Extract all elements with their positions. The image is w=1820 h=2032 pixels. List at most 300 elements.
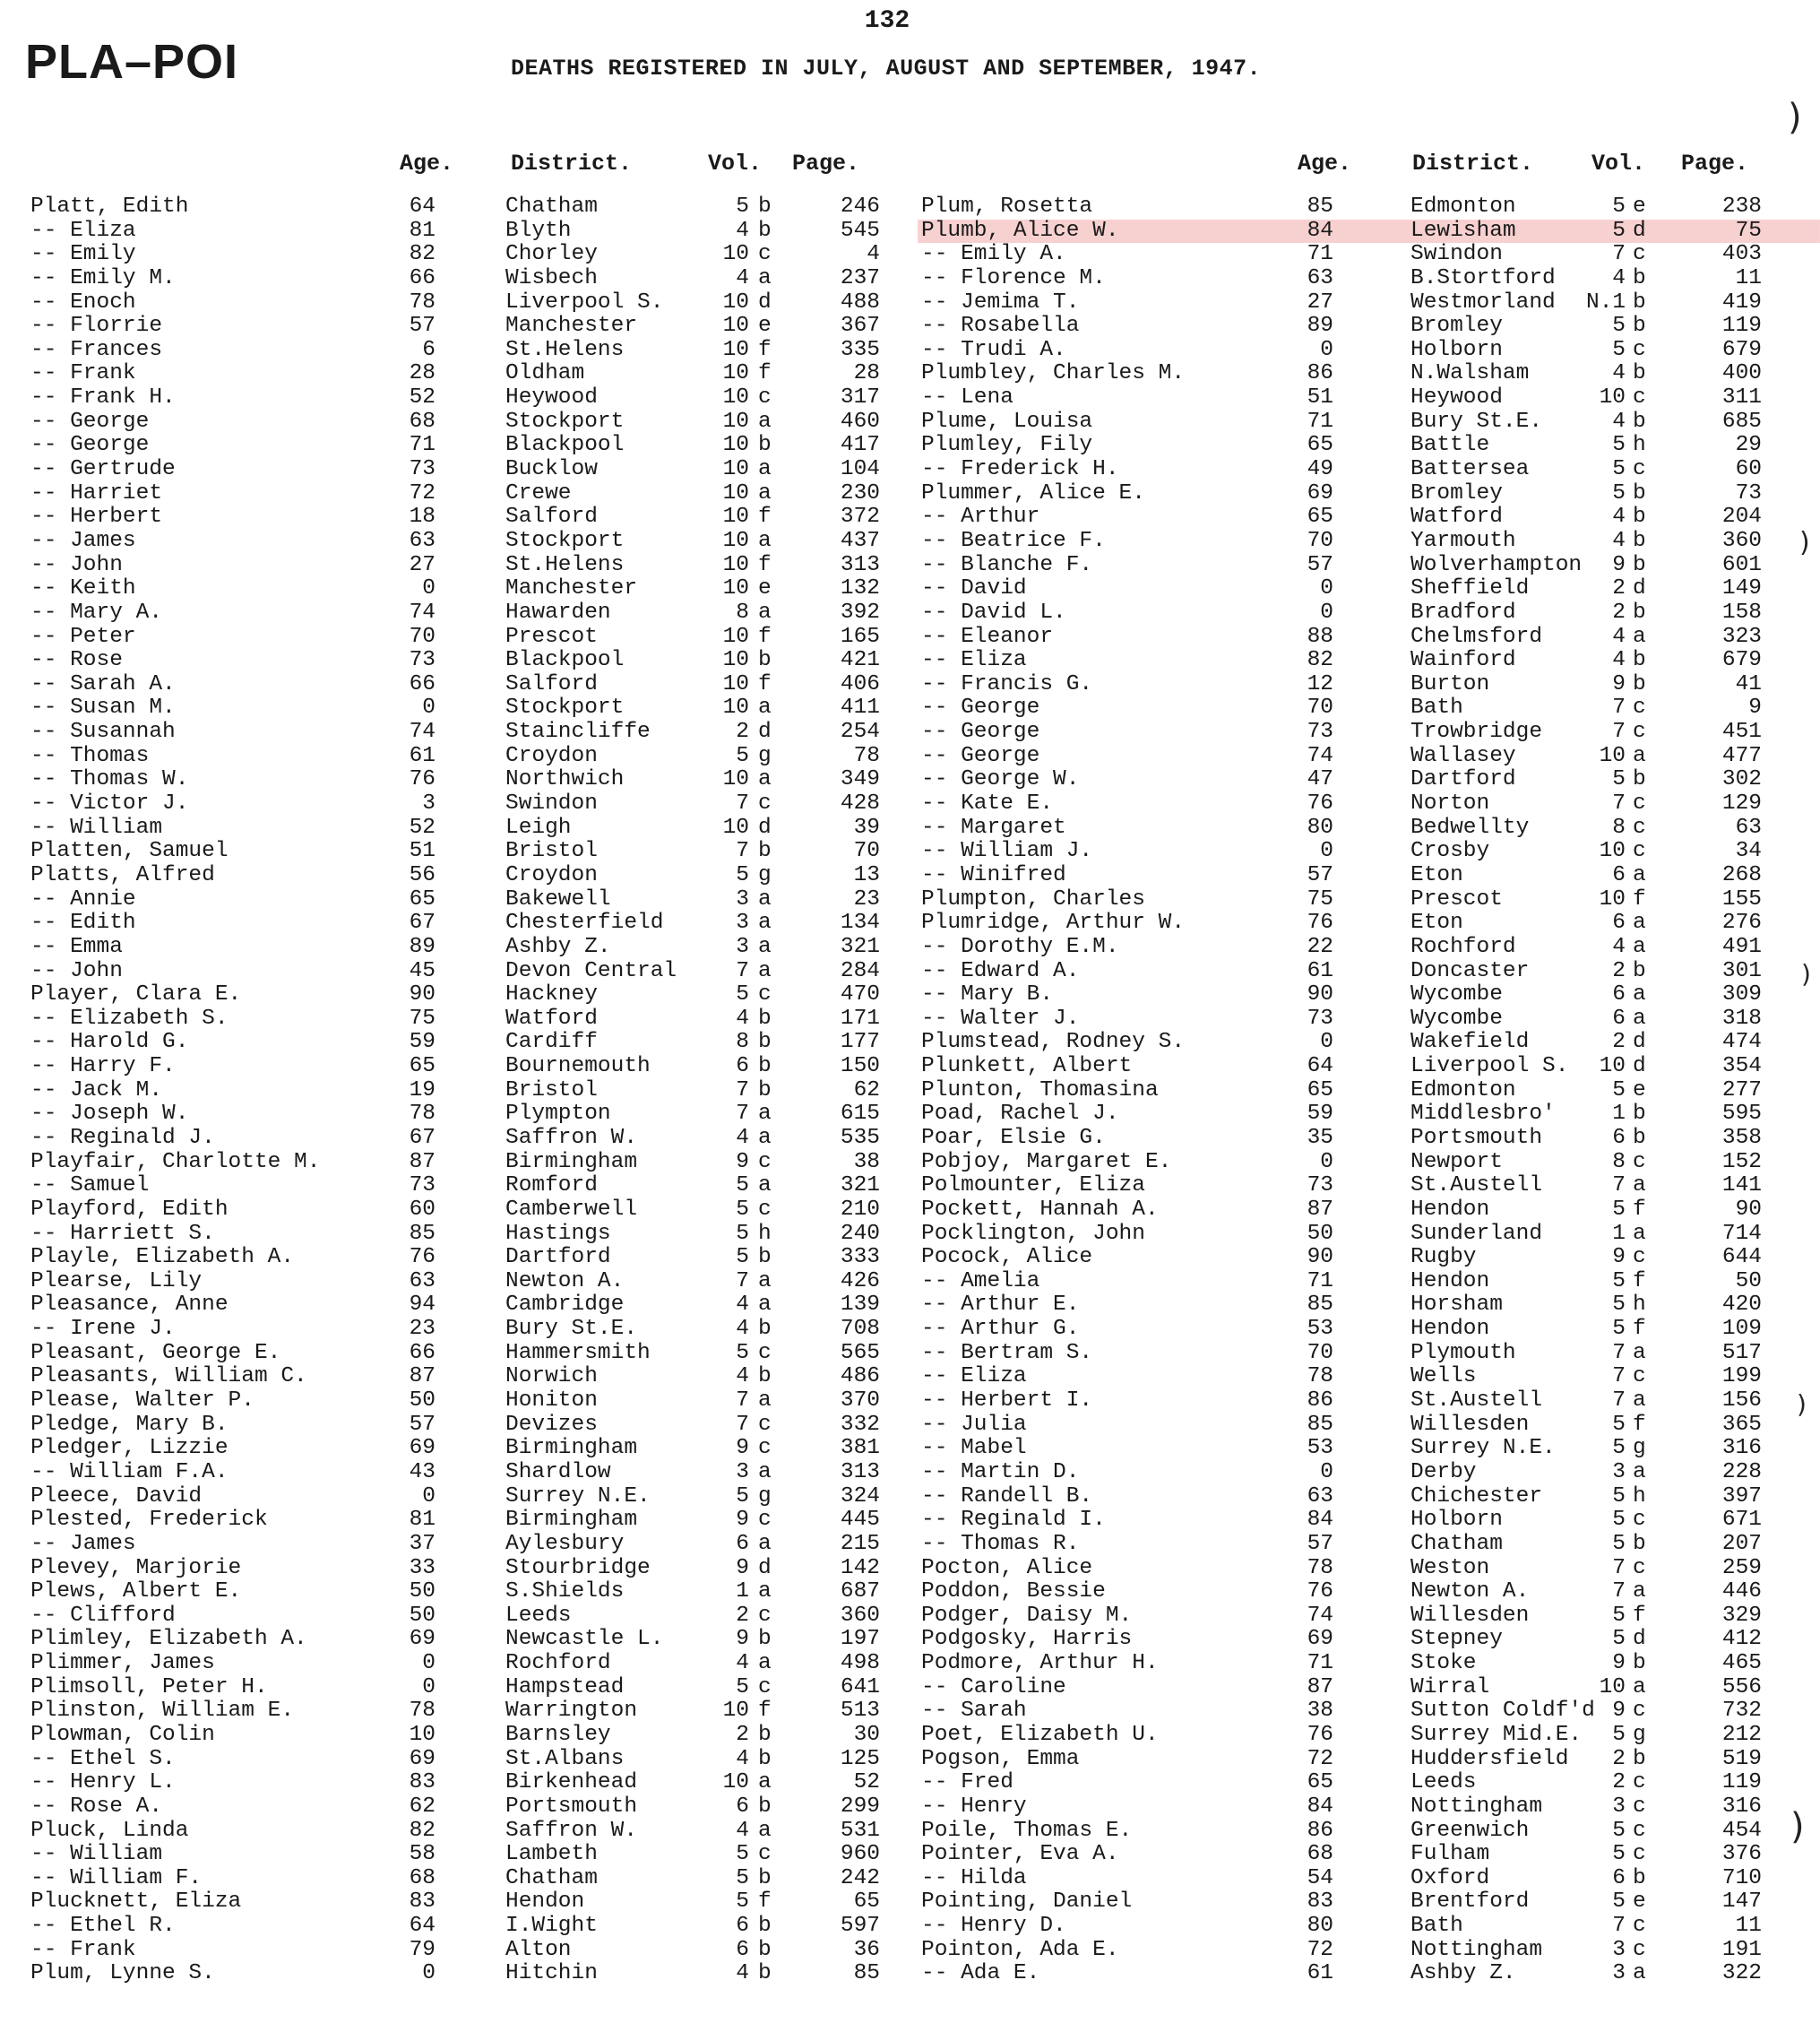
entry-district: Wallasey <box>1410 743 1516 768</box>
entry-district: Rugby <box>1410 1245 1477 1270</box>
entry-page: 11 <box>1735 265 1762 290</box>
entry-volume: 4 <box>1612 265 1626 290</box>
entry-page: 714 <box>1721 1221 1762 1246</box>
entry-row <box>921 1223 1817 1247</box>
entry-page: 23 <box>853 886 880 912</box>
entry-name: -- Sarah A. <box>30 671 176 696</box>
entry-district: Hastings <box>505 1221 611 1246</box>
entry-page: 207 <box>1721 1531 1762 1556</box>
entry-district: Bradford <box>1410 600 1516 625</box>
page-header: Page. <box>1681 151 1749 177</box>
entry-page: 70 <box>853 839 880 864</box>
entry-volume: 10 <box>722 385 749 411</box>
entry-volume: 5 <box>1612 1483 1626 1509</box>
entry-district: Crosby <box>1410 839 1490 864</box>
entry-age: 63 <box>409 1268 436 1293</box>
entry-row <box>30 888 927 912</box>
entry-volume-letter: f <box>1633 1268 1646 1293</box>
entry-row <box>30 1223 927 1247</box>
entry-age: 71 <box>1307 1651 1333 1676</box>
entry-volume-letter: c <box>1633 242 1646 267</box>
entry-name: -- Henry L. <box>30 1770 176 1795</box>
entry-volume: 10 <box>722 480 749 506</box>
entry-name: Plinston, William E. <box>30 1699 295 1724</box>
entry-age: 73 <box>409 1173 436 1198</box>
entry-row <box>921 983 1817 1007</box>
entry-district: Eton <box>1410 862 1463 887</box>
entry-volume: 2 <box>1612 1746 1626 1771</box>
entry-row <box>30 411 927 435</box>
entry-name: -- Ada E. <box>921 1961 1040 1986</box>
entry-volume-letter: c <box>1633 696 1646 721</box>
entry-volume: 4 <box>1612 528 1626 553</box>
entry-row <box>30 1509 927 1533</box>
entry-name: Podgosky, Harris <box>921 1627 1133 1652</box>
entry-volume: 10 <box>722 528 749 553</box>
entry-volume: 3 <box>736 934 749 959</box>
entry-district: Weston <box>1410 1555 1490 1580</box>
entry-page: 125 <box>840 1746 880 1771</box>
entry-name: Plumley, Fily <box>921 433 1093 458</box>
entry-volume: 5 <box>1612 1293 1626 1318</box>
entry-page: 11 <box>1735 1914 1762 1939</box>
entry-district: Bath <box>1410 696 1463 721</box>
entry-page: 411 <box>840 696 880 721</box>
entry-page: 141 <box>1721 1173 1762 1198</box>
entry-district: Aylesbury <box>505 1531 625 1556</box>
entry-district: Hendon <box>1410 1317 1490 1342</box>
entry-name: -- Thomas <box>30 743 150 768</box>
entry-page: 29 <box>1735 433 1762 458</box>
entry-row <box>30 1533 927 1557</box>
entry-name: Plews, Albert E. <box>30 1579 242 1604</box>
entry-district: Salford <box>505 671 598 696</box>
entry-district: Oxford <box>1410 1865 1490 1890</box>
entry-district: Barnsley <box>505 1723 611 1747</box>
entry-row <box>921 649 1817 673</box>
entry-page: 710 <box>1721 1865 1762 1890</box>
entry-volume: 4 <box>736 1006 749 1031</box>
entry-age: 51 <box>409 839 436 864</box>
entry-age: 80 <box>1307 815 1333 840</box>
entry-row <box>921 1580 1817 1604</box>
entry-volume: 5 <box>1612 1842 1626 1867</box>
entry-volume-letter: b <box>1633 1746 1646 1771</box>
entry-volume: 7 <box>1612 1173 1626 1198</box>
entry-page: 313 <box>840 1459 880 1484</box>
entry-page: 156 <box>1721 1388 1762 1414</box>
entry-volume-letter: c <box>758 385 772 411</box>
entry-page: 597 <box>840 1914 880 1939</box>
entry-volume: 10 <box>1599 1054 1626 1079</box>
entry-row <box>30 315 927 339</box>
entry-volume-letter: b <box>758 1364 772 1389</box>
entry-age: 86 <box>1307 1818 1333 1843</box>
entry-volume-letter: a <box>758 958 772 983</box>
entry-name: -- Randell B. <box>921 1483 1093 1509</box>
entry-volume-letter: b <box>758 1914 772 1939</box>
entry-volume: 7 <box>736 958 749 983</box>
entry-page: 460 <box>840 409 880 434</box>
entry-district: Crewe <box>505 480 572 506</box>
entry-name: Poet, Elizabeth U. <box>921 1723 1159 1747</box>
entry-row <box>921 1246 1817 1270</box>
entry-age: 69 <box>409 1746 436 1771</box>
entry-row <box>30 1389 927 1414</box>
entry-volume-letter: b <box>1633 671 1646 696</box>
entry-row <box>921 554 1817 578</box>
entry-row <box>30 960 927 984</box>
entry-name: -- George <box>921 720 1040 745</box>
entry-volume: 3 <box>1612 1459 1626 1484</box>
entry-age: 85 <box>409 1221 436 1246</box>
entry-volume-letter: b <box>1633 1531 1646 1556</box>
entry-volume: 5 <box>1612 767 1626 792</box>
entry-volume-letter: e <box>1633 1889 1646 1915</box>
entry-row <box>30 1557 927 1581</box>
entry-page: 60 <box>1735 457 1762 482</box>
entry-district: St.Helens <box>505 337 625 362</box>
entry-district: Stockport <box>505 409 625 434</box>
entry-row <box>30 1604 927 1629</box>
entry-volume-letter: c <box>1633 1842 1646 1867</box>
entry-volume: 6 <box>1612 862 1626 887</box>
entry-district: Oldham <box>505 361 585 386</box>
entry-volume: 9 <box>1612 552 1626 577</box>
entry-age: 74 <box>1307 1603 1333 1628</box>
entry-district: Bucklow <box>505 457 598 482</box>
entry-age: 63 <box>1307 1483 1333 1509</box>
entry-volume: 9 <box>1612 671 1626 696</box>
entry-volume: 10 <box>722 1699 749 1724</box>
entry-volume: 3 <box>736 911 749 936</box>
entry-name: -- Herbert I. <box>921 1388 1093 1414</box>
entry-volume: 5 <box>1612 1268 1626 1293</box>
entry-row <box>921 482 1817 506</box>
entry-volume: 5 <box>1612 337 1626 362</box>
entry-age: 86 <box>1307 361 1333 386</box>
entry-row <box>30 1461 927 1485</box>
entry-name: -- George <box>921 696 1040 721</box>
entry-volume: 10 <box>1599 743 1626 768</box>
entry-age: 65 <box>409 1054 436 1079</box>
entry-volume-letter: b <box>1633 528 1646 553</box>
entry-age: 68 <box>1307 1842 1333 1867</box>
entry-age: 66 <box>409 1340 436 1365</box>
entry-volume-letter: b <box>758 433 772 458</box>
entry-volume: 6 <box>736 1794 749 1819</box>
entry-row <box>30 1079 927 1103</box>
entry-row <box>30 1485 927 1509</box>
entry-volume-letter: c <box>1633 1555 1646 1580</box>
entry-volume: 8 <box>1612 1149 1626 1174</box>
entry-name: -- Dorothy E.M. <box>921 934 1119 959</box>
entry-page: 360 <box>1721 528 1762 553</box>
entry-volume-letter: a <box>758 934 772 959</box>
entry-age: 58 <box>409 1842 436 1867</box>
entry-name: Plumpton, Charles <box>921 886 1145 912</box>
entry-row <box>30 386 927 411</box>
entry-age: 35 <box>1307 1125 1333 1150</box>
entry-name: Plumstead, Rodney S. <box>921 1030 1186 1055</box>
entry-volume-letter: d <box>1633 1054 1646 1079</box>
entry-row <box>921 792 1817 817</box>
left-entry-column <box>30 195 927 1986</box>
entry-district: Devon Central <box>505 958 677 983</box>
entry-age: 0 <box>1320 1459 1333 1484</box>
entry-volume: 5 <box>1612 1723 1626 1747</box>
entry-age: 23 <box>409 1317 436 1342</box>
entry-page: 284 <box>840 958 880 983</box>
entry-volume-letter: d <box>758 290 772 315</box>
entry-volume-letter: f <box>758 361 772 386</box>
entry-age: 0 <box>1320 1030 1333 1055</box>
entry-volume: 5 <box>1612 480 1626 506</box>
page-title: DEATHS REGISTERED IN JULY, AUGUST AND SEPTEMBER, 1947. <box>511 56 1262 82</box>
entry-age: 0 <box>422 1651 436 1676</box>
entry-district: Surrey N.E. <box>505 1483 651 1509</box>
entry-row <box>921 1795 1817 1820</box>
entry-name: Pocock, Alice <box>921 1245 1093 1270</box>
entry-district: Newport <box>1410 1149 1503 1174</box>
entry-page: 513 <box>840 1699 880 1724</box>
entry-volume-letter: b <box>758 1937 772 1962</box>
entry-district: Birmingham <box>505 1149 638 1174</box>
entry-volume-letter: c <box>1633 337 1646 362</box>
entry-volume-letter: a <box>1633 743 1646 768</box>
entry-volume: 2 <box>1612 1030 1626 1055</box>
entry-volume-letter: a <box>1633 1221 1646 1246</box>
entry-district: Wirral <box>1410 1674 1490 1699</box>
entry-name: -- John <box>30 552 123 577</box>
entry-row <box>30 696 927 721</box>
entry-row <box>30 1007 927 1032</box>
entry-district: Shardlow <box>505 1459 611 1484</box>
entry-name: -- Arthur E. <box>921 1293 1080 1318</box>
entry-page: 277 <box>1721 1077 1762 1102</box>
entry-volume: 10 <box>722 409 749 434</box>
entry-district: Bristol <box>505 1077 598 1102</box>
entry-district: Bristol <box>505 839 598 864</box>
entry-page: 615 <box>840 1102 880 1127</box>
entry-page: 109 <box>1721 1317 1762 1342</box>
entry-volume: 7 <box>736 1102 749 1127</box>
entry-age: 70 <box>1307 528 1333 553</box>
entry-row <box>921 745 1817 769</box>
entry-age: 50 <box>409 1603 436 1628</box>
entry-district: Sunderland <box>1410 1221 1543 1246</box>
entry-volume-letter: b <box>758 1006 772 1031</box>
entry-name: -- Enoch <box>30 290 136 315</box>
entry-district: Plympton <box>505 1102 611 1127</box>
entry-name: -- Trudi A. <box>921 337 1066 362</box>
entry-row <box>921 1628 1817 1652</box>
entry-volume: 7 <box>736 791 749 817</box>
entry-district: Battle <box>1410 433 1490 458</box>
entry-name: Plumb, Alice W. <box>921 218 1119 243</box>
entry-volume-letter: c <box>758 1603 772 1628</box>
entry-volume: 10 <box>722 624 749 649</box>
entry-page: 601 <box>1721 552 1762 577</box>
entry-name: -- Ethel R. <box>30 1914 176 1939</box>
entry-volume-letter: a <box>1633 1388 1646 1414</box>
entry-page: 367 <box>840 314 880 339</box>
entry-age: 0 <box>1320 600 1333 625</box>
vol-header: Vol. <box>1591 151 1646 177</box>
entry-page: 708 <box>840 1317 880 1342</box>
entry-age: 78 <box>1307 1555 1333 1580</box>
entry-page: 302 <box>1721 767 1762 792</box>
entry-name: -- James <box>30 1531 136 1556</box>
entry-age: 69 <box>1307 480 1333 506</box>
entry-name: -- Arthur G. <box>921 1317 1080 1342</box>
district-header: District. <box>1412 151 1534 177</box>
entry-age: 57 <box>409 314 436 339</box>
entry-age: 71 <box>1307 1268 1333 1293</box>
entry-volume: 5 <box>736 1221 749 1246</box>
entry-page: 679 <box>1721 648 1762 673</box>
entry-age: 65 <box>1307 433 1333 458</box>
entry-name: Pledger, Lizzie <box>30 1436 229 1461</box>
entry-name: Poddon, Bessie <box>921 1579 1106 1604</box>
entry-page: 426 <box>840 1268 880 1293</box>
entry-row <box>921 912 1817 936</box>
entry-district: Bury St.E. <box>505 1317 638 1342</box>
entry-district: Stourbridge <box>505 1555 651 1580</box>
entry-name: -- Frederick H. <box>921 457 1119 482</box>
entry-volume: 7 <box>736 1077 749 1102</box>
entry-name: -- Peter <box>30 624 136 649</box>
entry-page: 313 <box>840 552 880 577</box>
entry-name: Plimsoll, Peter H. <box>30 1674 268 1699</box>
entry-page: 403 <box>1721 242 1762 267</box>
entry-page: 132 <box>840 576 880 601</box>
entry-volume-letter: a <box>758 1125 772 1150</box>
entry-page: 215 <box>840 1531 880 1556</box>
entry-volume: 6 <box>1612 1125 1626 1150</box>
entry-page: 322 <box>1721 1961 1762 1986</box>
entry-page: 309 <box>1721 982 1762 1007</box>
entry-district: Chesterfield <box>505 911 664 936</box>
entry-district: Hampstead <box>505 1674 625 1699</box>
entry-volume-letter: a <box>758 886 772 912</box>
district-header: District. <box>511 151 633 177</box>
entry-volume: 8 <box>736 600 749 625</box>
entry-name: Plimmer, James <box>30 1651 215 1676</box>
entry-name: -- Elizabeth S. <box>30 1006 229 1031</box>
entry-row <box>30 1414 927 1438</box>
entry-age: 28 <box>409 361 436 386</box>
entry-volume-letter: b <box>1633 290 1646 315</box>
entry-name: Podger, Daisy M. <box>921 1603 1133 1628</box>
entry-age: 67 <box>409 1125 436 1150</box>
entry-row <box>921 1102 1817 1127</box>
entry-volume-letter: a <box>1633 982 1646 1007</box>
entry-volume-letter: a <box>758 1268 772 1293</box>
entry-page: 556 <box>1721 1674 1762 1699</box>
entry-name: Poar, Elsie G. <box>921 1125 1106 1150</box>
entry-volume-letter: a <box>758 265 772 290</box>
entry-page: 39 <box>853 815 880 840</box>
entry-page: 498 <box>840 1651 880 1676</box>
entry-age: 53 <box>1307 1317 1333 1342</box>
entry-row <box>30 1055 927 1079</box>
entry-page: 428 <box>840 791 880 817</box>
entry-name: Plucknett, Eliza <box>30 1889 242 1915</box>
entry-row <box>921 1365 1817 1389</box>
entry-volume: 4 <box>736 265 749 290</box>
entry-volume: 10 <box>1599 839 1626 864</box>
entry-row <box>30 840 927 864</box>
entry-district: S.Shields <box>505 1579 625 1604</box>
entry-age: 65 <box>1307 1077 1333 1102</box>
entry-district: Hawarden <box>505 600 611 625</box>
entry-row <box>921 888 1817 912</box>
entry-page: 400 <box>1721 361 1762 386</box>
entry-page: 535 <box>840 1125 880 1150</box>
entry-name: Pleasants, William C. <box>30 1364 307 1389</box>
entry-page: 254 <box>840 720 880 745</box>
entry-volume-letter: c <box>758 1508 772 1533</box>
entry-page: 321 <box>840 1173 880 1198</box>
entry-volume-letter: b <box>758 1746 772 1771</box>
entry-age: 85 <box>1307 195 1333 219</box>
entry-volume: 9 <box>1612 1699 1626 1724</box>
entry-volume: 5 <box>736 1197 749 1222</box>
entry-name: -- Beatrice F. <box>921 528 1106 553</box>
entry-name: -- Clifford <box>30 1603 176 1628</box>
entry-volume-letter: b <box>758 648 772 673</box>
entry-name: -- Harry F. <box>30 1054 176 1079</box>
entry-name: -- David L. <box>921 600 1066 625</box>
entry-volume: 5 <box>1612 1508 1626 1533</box>
entry-age: 72 <box>1307 1937 1333 1962</box>
entry-name: Pointon, Ada E. <box>921 1937 1119 1962</box>
entry-page: 90 <box>1735 1197 1762 1222</box>
entry-page: 268 <box>1721 862 1762 887</box>
entry-page: 329 <box>1721 1603 1762 1628</box>
entry-age: 78 <box>409 1699 436 1724</box>
entry-district: Newton A. <box>505 1268 625 1293</box>
entry-row <box>30 1939 927 1963</box>
entry-page: 491 <box>1721 934 1762 959</box>
entry-name: Plummer, Alice E. <box>921 480 1145 506</box>
entry-volume-letter: f <box>758 624 772 649</box>
entry-volume: 7 <box>1612 1579 1626 1604</box>
entry-district: Wainford <box>1410 648 1516 673</box>
entry-district: Salford <box>505 505 598 530</box>
entry-name: -- Irene J. <box>30 1317 176 1342</box>
entry-volume: 5 <box>736 1889 749 1915</box>
entry-name: Platt, Edith <box>30 195 189 219</box>
entry-volume-letter: a <box>758 767 772 792</box>
entry-volume-letter: c <box>1633 1914 1646 1939</box>
entry-row <box>921 315 1817 339</box>
entry-age: 86 <box>1307 1388 1333 1414</box>
entry-page: 155 <box>1721 886 1762 912</box>
entry-age: 70 <box>1307 696 1333 721</box>
entry-page: 38 <box>853 1149 880 1174</box>
entry-district: Horsham <box>1410 1293 1503 1318</box>
entry-district: Manchester <box>505 314 638 339</box>
entry-row <box>30 1151 927 1175</box>
entry-volume-letter: b <box>1633 648 1646 673</box>
entry-district: Blackpool <box>505 648 625 673</box>
entry-volume-letter: b <box>1633 480 1646 506</box>
entry-page: 679 <box>1721 337 1762 362</box>
entry-row <box>30 482 927 506</box>
entry-district: Stockport <box>505 528 625 553</box>
